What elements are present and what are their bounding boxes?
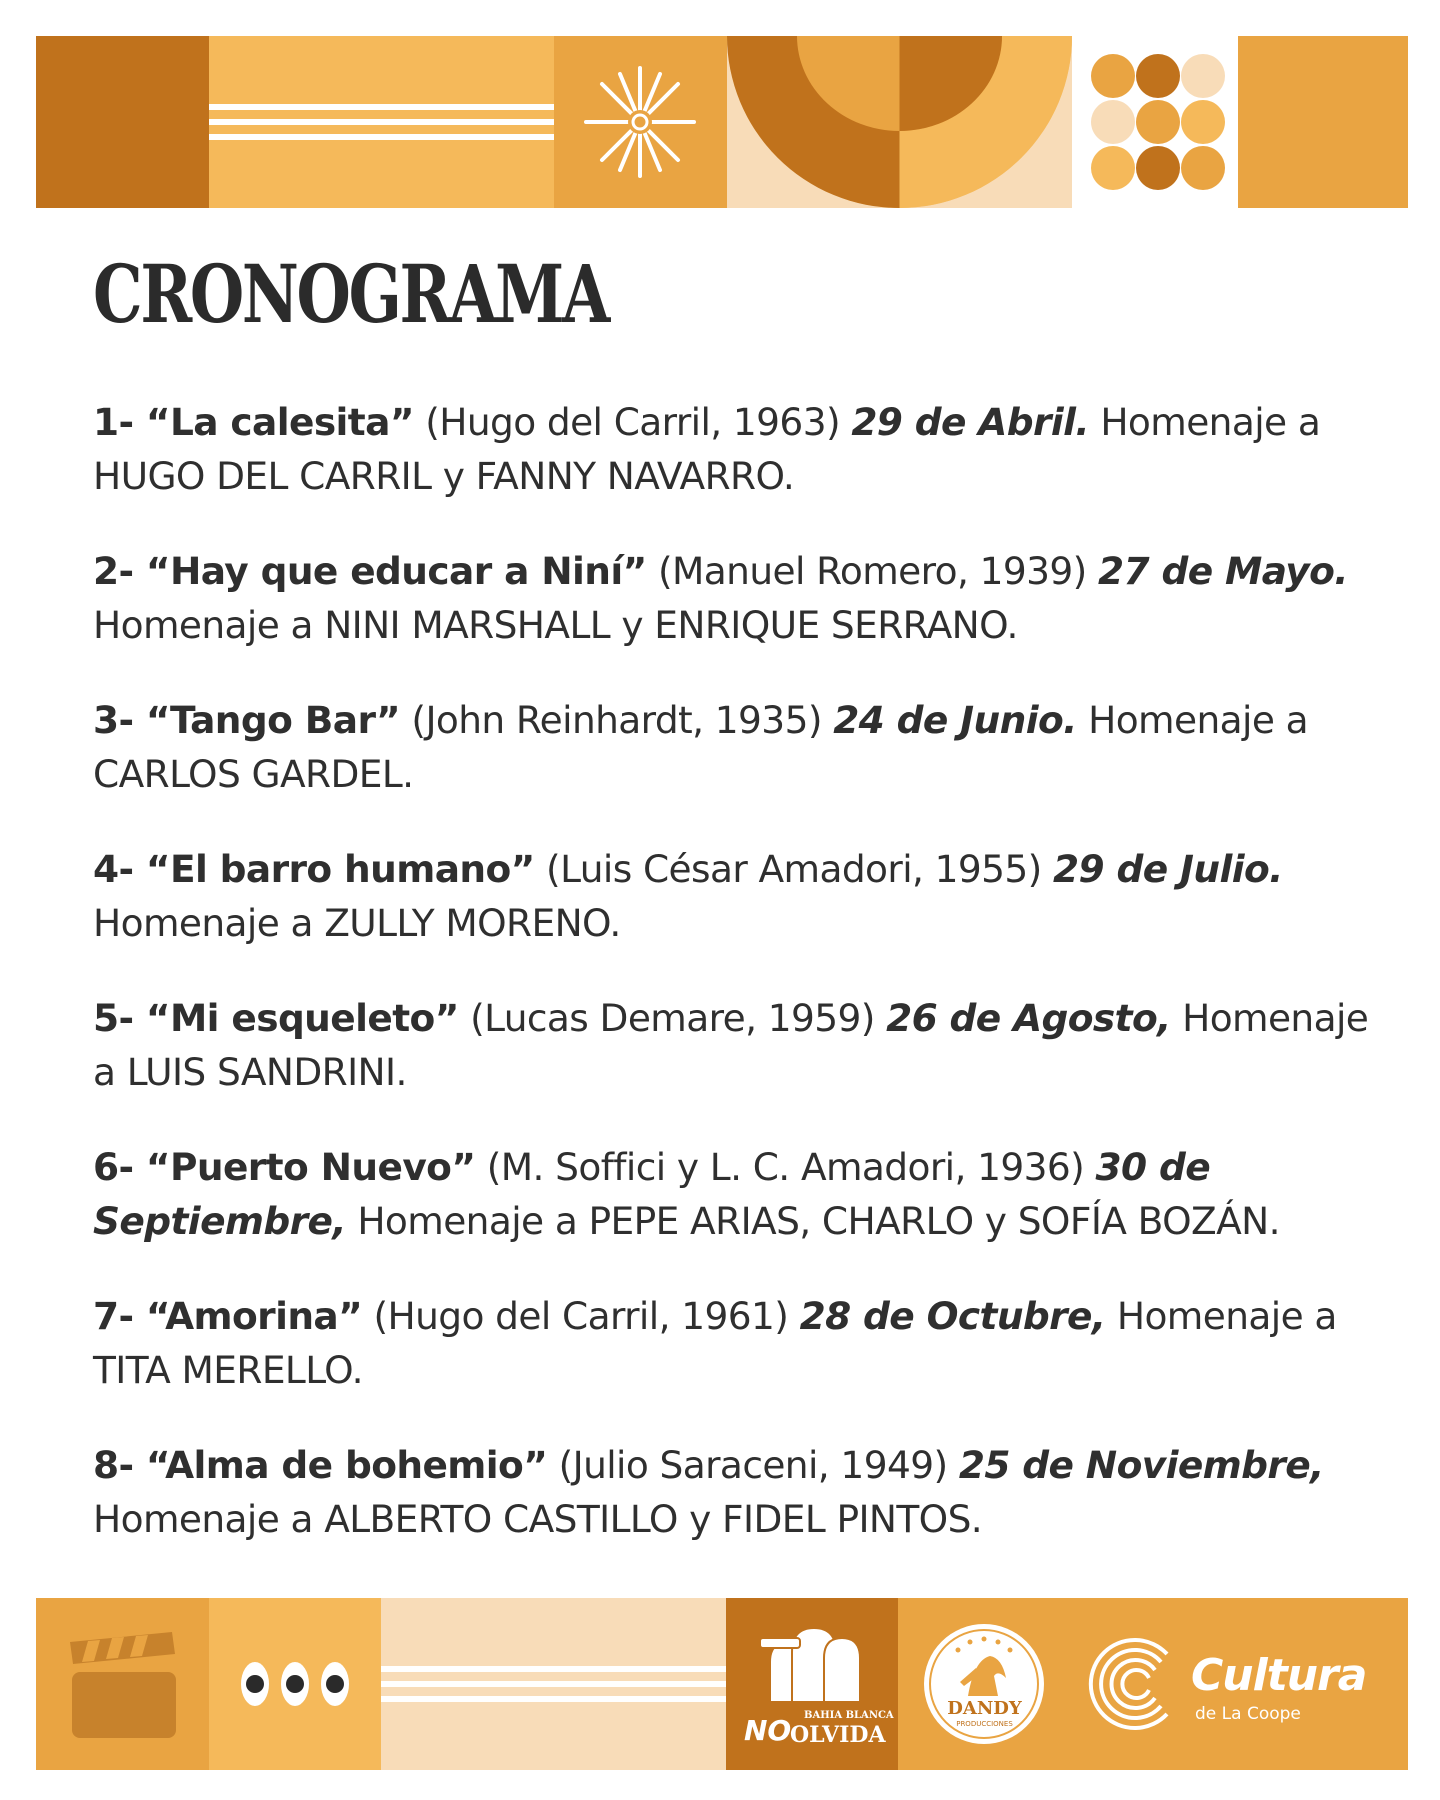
film-details: (Hugo del Carril, 1961)	[373, 1294, 789, 1338]
film-details: (Hugo del Carril, 1963)	[425, 400, 840, 444]
screening-date: 29 de Abril.	[851, 400, 1089, 444]
cultura-subtitle: de La Coope	[1195, 1704, 1301, 1724]
band-tile-arc	[727, 36, 1072, 208]
screening-date: 25 de Noviembre,	[958, 1443, 1324, 1487]
band-tile-dark	[36, 36, 209, 208]
schedule-item	[93, 991, 1383, 1099]
dandy-subtitle: PRODUCCIONES	[956, 1720, 1013, 1728]
band-tile-stripes	[209, 36, 554, 208]
film-title: 3- “Tango Bar”	[93, 698, 401, 742]
film-details: (Julio Saraceni, 1949)	[558, 1443, 948, 1487]
logo-text-olvida: OLVIDA	[790, 1722, 886, 1748]
schedule-item	[93, 1438, 1383, 1546]
film-title: 1- “La calesita”	[93, 400, 414, 444]
band-tile-dots	[1072, 36, 1244, 208]
film-title: 7- “Amorina”	[93, 1294, 363, 1338]
schedule-item	[93, 1140, 1383, 1248]
screening-date: 28 de Octubre,	[799, 1294, 1106, 1338]
header-band	[36, 36, 1408, 208]
cultura-de-la-coope-logo	[1071, 1598, 1408, 1770]
schedule-item	[93, 693, 1383, 801]
star-burst-icon	[554, 36, 727, 208]
page-title: CRONOGRAMA	[93, 247, 608, 341]
schedule-item	[93, 544, 1383, 652]
band-tile-star	[554, 36, 727, 208]
dandy-name: DANDY	[947, 1698, 1022, 1719]
stripes-decoration	[209, 95, 554, 149]
tribute-text: Homenaje a TITA MERELLO.	[93, 1294, 1337, 1392]
film-title: 2- “Hay que educar a Niní”	[93, 549, 647, 593]
arc-decoration	[727, 36, 1072, 208]
tribute-text: Homenaje a NINI MARSHALL y ENRIQUE SERRANO.	[93, 603, 1018, 647]
film-title: 8- “Alma de bohemio”	[93, 1443, 548, 1487]
band-tile-end	[1238, 36, 1408, 208]
dandy-producciones-logo	[898, 1598, 1071, 1770]
tribute-text: Homenaje a CARLOS GARDEL.	[93, 698, 1308, 796]
cultura-logo-icon	[1071, 1598, 1191, 1770]
film-details: (Manuel Romero, 1939)	[658, 549, 1087, 593]
band-tile-stripes	[381, 1598, 726, 1770]
schedule-item	[93, 395, 1383, 503]
bahia-blanca-no-olvida-logo	[726, 1598, 898, 1770]
screening-date: 26 de Agosto,	[886, 996, 1171, 1040]
film-title: 6- “Puerto Nuevo”	[93, 1145, 476, 1189]
film-title: 5- “Mi esqueleto”	[93, 996, 459, 1040]
tribute-text: Homenaje a HUGO DEL CARRIL y FANNY NAVARRO.	[93, 400, 1321, 498]
logo-text-line1: BAHIA BLANCA	[804, 1710, 894, 1721]
tribute-text: Homenaje a LUIS SANDRINI.	[93, 996, 1369, 1094]
schedule-item	[93, 842, 1383, 950]
eyes-icon	[209, 1598, 381, 1770]
screening-date: 27 de Mayo.	[1098, 549, 1348, 593]
schedule-list	[93, 395, 1383, 1587]
screening-date: 24 de Junio.	[833, 698, 1077, 742]
film-details: (John Reinhardt, 1935)	[411, 698, 822, 742]
band-tile-clapper	[36, 1598, 209, 1770]
logo-text-no: NO	[744, 1714, 792, 1747]
tribute-text: Homenaje a PEPE ARIAS, CHARLO y SOFÍA BOZÁN.	[357, 1199, 1280, 1243]
tribute-text: Homenaje a ZULLY MORENO.	[93, 901, 621, 945]
screening-date: 30 de Septiembre,	[93, 1145, 1211, 1243]
stripes-decoration	[381, 1657, 726, 1711]
cultura-name: Cultura	[1191, 1650, 1367, 1701]
film-details: (Lucas Demare, 1959)	[470, 996, 875, 1040]
band-tile-eyes	[209, 1598, 381, 1770]
schedule-item	[93, 1289, 1383, 1397]
film-title: 4- “El barro humano”	[93, 847, 535, 891]
film-details: (M. Soffici y L. C. Amadori, 1936)	[486, 1145, 1085, 1189]
clapperboard-icon	[36, 1598, 209, 1770]
dots-grid-decoration	[1072, 36, 1244, 208]
dandy-logo-icon	[898, 1598, 1071, 1770]
screening-date: 29 de Julio.	[1053, 847, 1283, 891]
tribute-text: Homenaje a ALBERTO CASTILLO y FIDEL PINTOS.	[93, 1497, 983, 1541]
footer-band	[36, 1598, 1408, 1770]
film-details: (Luis César Amadori, 1955)	[546, 847, 1042, 891]
